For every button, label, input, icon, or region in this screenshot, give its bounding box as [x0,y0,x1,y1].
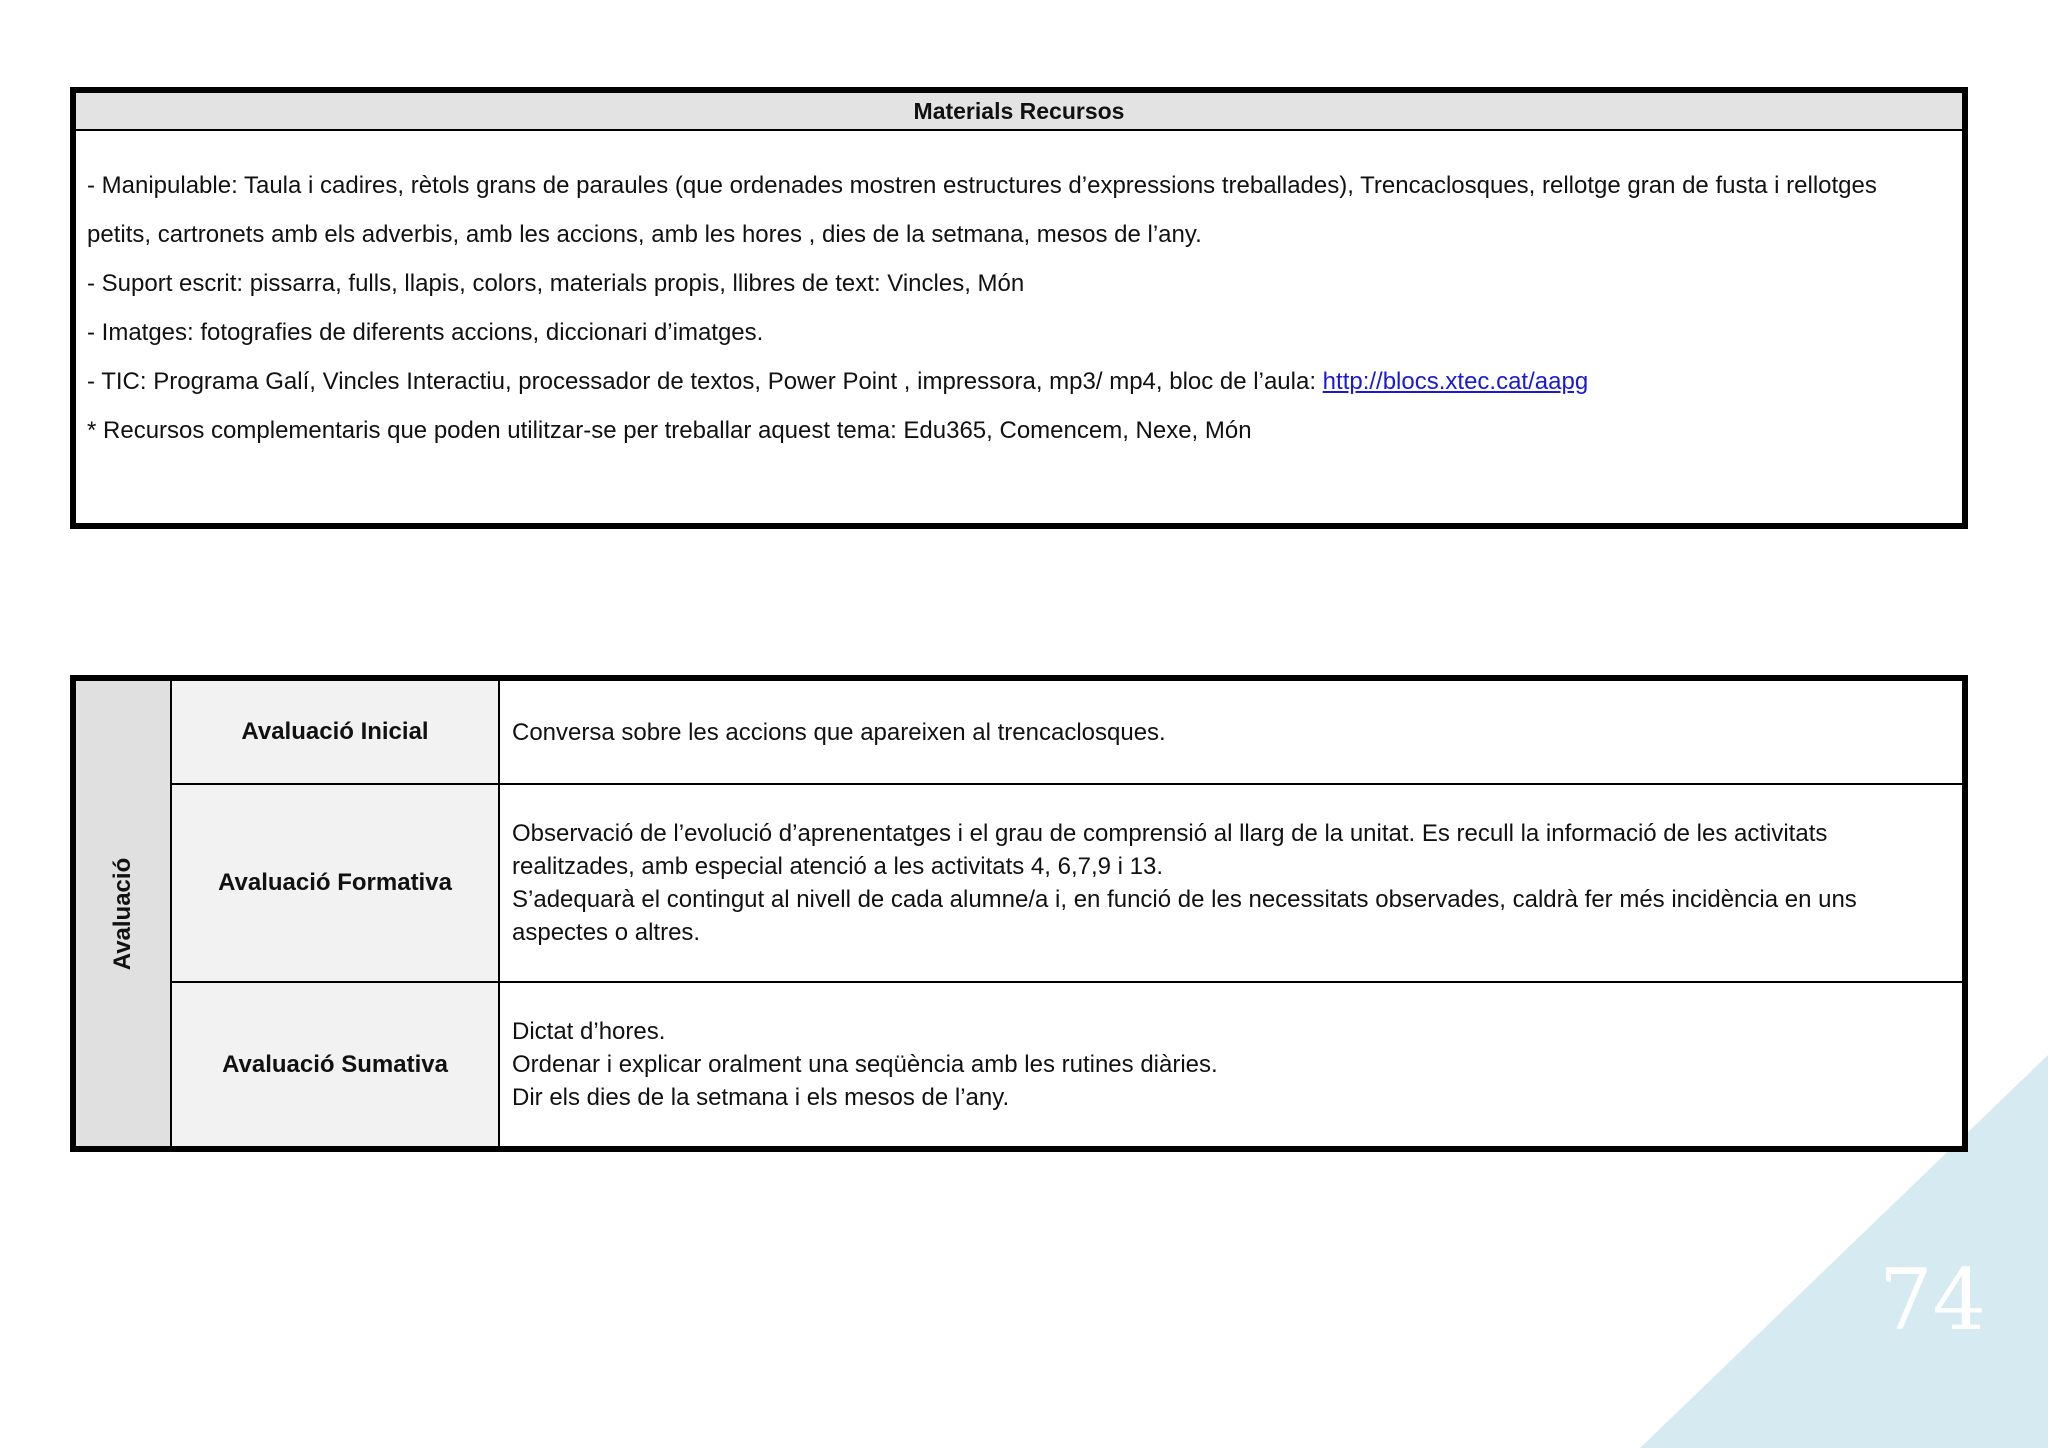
evaluation-row-formativa [172,785,1962,983]
evaluation-text-line: S’adequarà el contingut al nivell de cada alumne/a i, en funció de les necessitats observades, caldrà fer més incidència en uns [512,886,1857,913]
tic-text: - TIC: Programa Galí, Vincles Interactiu, processador de textos, Power Point , impressora, mp3/ mp4, bloc de l’aula: [87,368,1323,395]
evaluation-text-line: aspectes o altres. [512,919,701,946]
evaluation-row-content [500,681,1962,783]
evaluation-text-line: Conversa sobre les accions que apareixen al trencaclosques. [512,718,1166,746]
evaluation-side-cell [76,681,172,1146]
evaluation-row-label: Avaluació Formativa [172,785,500,981]
materials-tic-line [87,357,1951,406]
evaluation-row-content [500,983,1962,1146]
blog-link[interactable]: http://blocs.xtec.cat/aapg [1322,368,1589,395]
evaluation-rows [172,681,1962,1146]
materials-body [76,131,1962,455]
materials-line: - Manipulable: Taula i cadires, rètols grans de paraules (que ordenades mostren estructures d’expressions treballades), Trencaclosques, rellotge gran de fusta i rellotges [87,172,1877,199]
materials-line: - Imatges: fotografies de diferents accions, diccionari d’imatges. [87,319,764,346]
evaluation-row-sumativa [172,983,1962,1146]
materials-header: Materials Recursos [76,93,1962,131]
evaluation-text-line: Dir els dies de la setmana i els mesos de l’any. [512,1084,1010,1111]
materials-line: - Suport escrit: pissarra, fulls, llapis, colors, materials propis, llibres de text: Vincles, Món [87,270,1025,297]
evaluation-text-line: Dictat d’hores. [512,1018,666,1045]
evaluation-side-label: Avaluació [109,857,136,970]
materials-table [70,87,1968,529]
evaluation-text-line: Ordenar i explicar oralment una seqüència amb les rutines diàries. [512,1051,1218,1078]
materials-line: petits, cartronets amb els adverbis, amb les accions, amb les hores , dies de la setmana, mesos de l’any. [87,221,1202,248]
evaluation-text-line: Observació de l’evolució d’aprenentatges i el grau de comprensió al llarg de la unitat. Es recull la informació de les activitats [512,820,1828,847]
materials-complementary: * Recursos complementaris que poden utilitzar-se per treballar aquest tema: Edu365, Comencem, Nexe, Món [87,417,1252,444]
page-number: 74 [1879,1251,1986,1349]
evaluation-table [70,675,1968,1152]
evaluation-row-label: Avaluació Inicial [172,681,500,783]
evaluation-row-inicial [172,681,1962,785]
evaluation-row-label: Avaluació Sumativa [172,983,500,1146]
evaluation-text-line: realitzades, amb especial atenció a les activitats 4, 6,7,9 i 13. [512,853,1164,880]
evaluation-row-content [500,785,1962,981]
